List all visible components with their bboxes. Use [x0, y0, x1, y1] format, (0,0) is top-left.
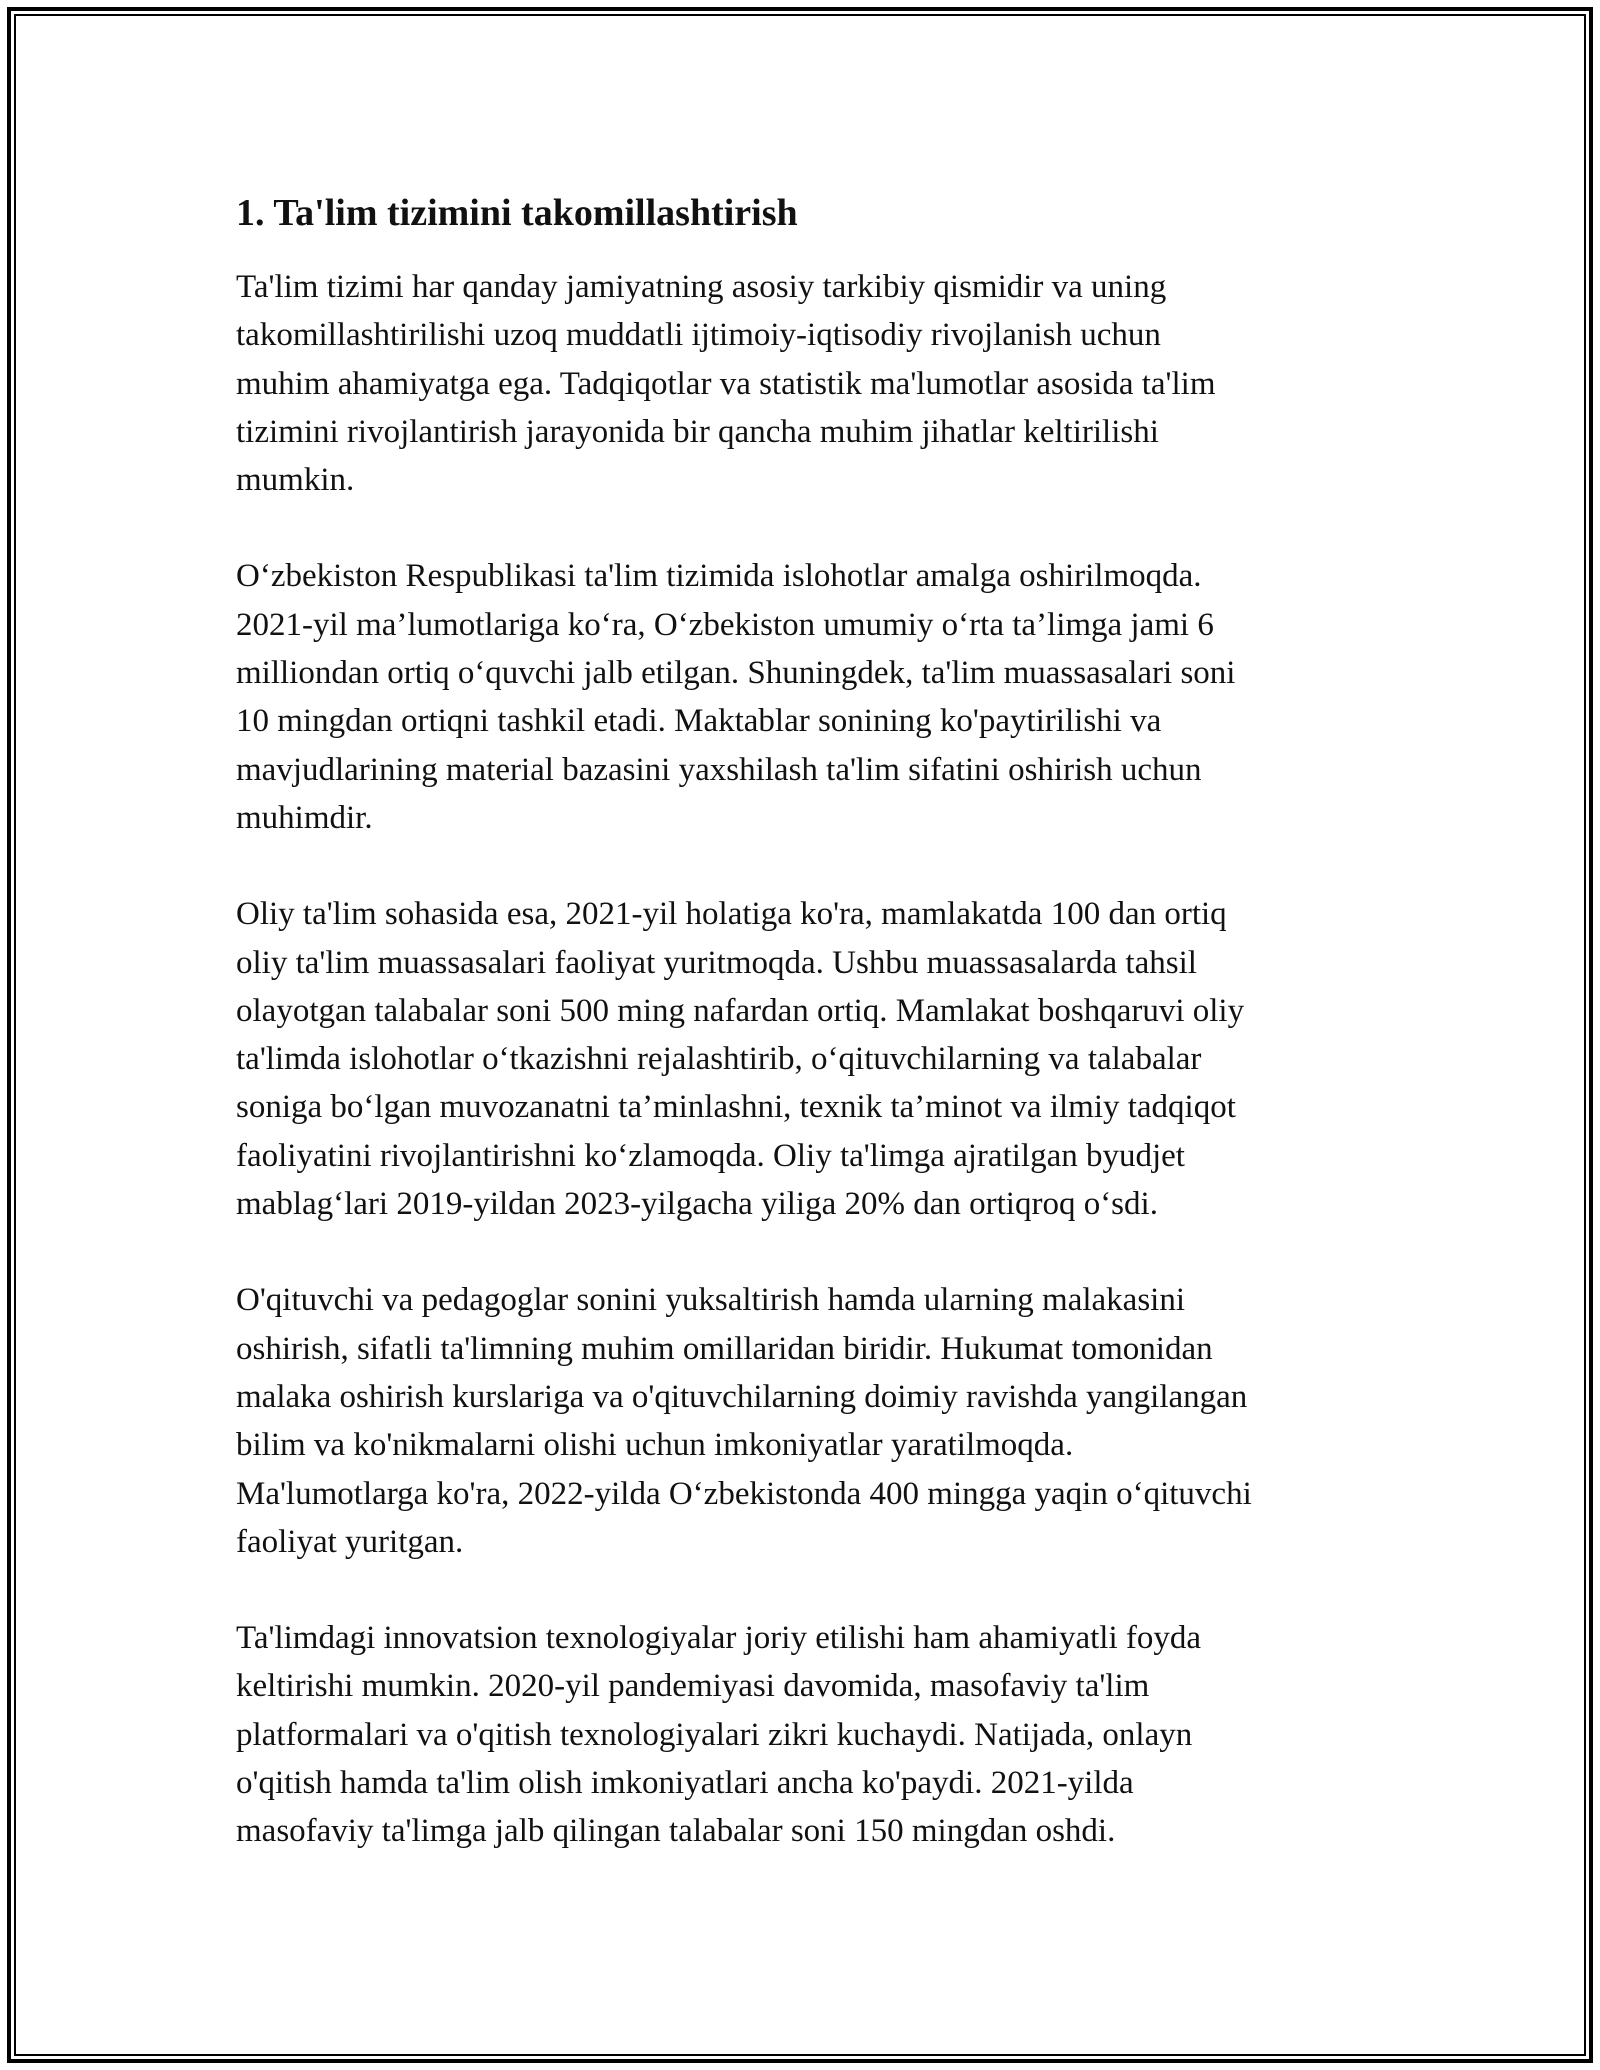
section-heading: 1. Ta'lim tizimini takomillashtirish	[236, 192, 798, 234]
paragraph	[236, 1276, 1376, 1566]
paragraph-line: O‘zbekiston Respublikasi ta'lim tizimida islohotlar amalga oshirilmoqda.	[236, 558, 1202, 595]
paragraph-line: 10 mingdan ortiqni tashkil etadi. Maktablar sonining ko'paytirilishi va	[236, 703, 1162, 740]
paragraph-line: milliondan ortiq o‘quvchi jalb etilgan. Shuningdek, ta'lim muassasalari soni	[236, 655, 1236, 692]
paragraph-line: Ma'lumotlarga ko'ra, 2022-yilda O‘zbekistonda 400 mingga yaqin o‘qituvchi	[236, 1475, 1252, 1512]
paragraph-list	[236, 263, 1376, 1856]
paragraph-line: muhim ahamiyatga ega. Tadqiqotlar va statistik ma'lumotlar asosida ta'lim	[236, 365, 1216, 402]
document-body	[236, 186, 1376, 1904]
paragraph-line: tizimini rivojlantirish jarayonida bir qancha muhim jihatlar keltirilishi	[236, 413, 1159, 450]
paragraph-line: muhimdir.	[236, 799, 373, 836]
paragraph-line: mavjudlarining material bazasini yaxshilash ta'lim sifatini oshirish uchun	[236, 751, 1202, 788]
paragraph-line: soniga bo‘lgan muvozanatni ta’minlashni, texnik ta’minot va ilmiy tadqiqot	[236, 1089, 1236, 1126]
paragraph-line: malaka oshirish kurslariga va o'qituvchilarning doimiy ravishda yangilangan	[236, 1378, 1248, 1415]
paragraph	[236, 263, 1376, 504]
paragraph-line: mablag‘lari 2019-yildan 2023-yilgacha yiliga 20% dan ortiqroq o‘sdi.	[236, 1186, 1158, 1223]
paragraph-line: faoliyatini rivojlantirishni ko‘zlamoqda. Oliy ta'limga ajratilgan byudjet	[236, 1137, 1185, 1174]
paragraph-line: oliy ta'lim muassasalari faoliyat yuritmoqda. Ushbu muassasalarda tahsil	[236, 944, 1197, 981]
paragraph-line: Ta'limdagi innovatsion texnologiyalar joriy etilishi ham ahamiyatli foyda	[236, 1620, 1202, 1657]
paragraph	[236, 890, 1376, 1228]
paragraph	[236, 1614, 1376, 1855]
paragraph-line: Ta'lim tizimi har qanday jamiyatning asosiy tarkibiy qismidir va uning	[236, 269, 1167, 305]
paragraph-line: O'qituvchi va pedagoglar sonini yuksaltirish hamda ularning malakasini	[236, 1282, 1185, 1319]
paragraph-line: faoliyat yuritgan.	[236, 1523, 464, 1560]
paragraph-line: olayotgan talabalar soni 500 ming nafardan ortiq. Mamlakat boshqaruvi oliy	[236, 992, 1245, 1029]
paragraph-line: Oliy ta'lim sohasida esa, 2021-yil holatiga ko'ra, mamlakatda 100 dan ortiq	[236, 896, 1227, 933]
paragraph-line: 2021-yil ma’lumotlariga ko‘ra, O‘zbekiston umumiy o‘rta ta’limga jami 6	[236, 606, 1214, 643]
paragraph-line: ta'limda islohotlar o‘tkazishni rejalashtirib, o‘qituvchilarning va talabalar	[236, 1041, 1202, 1078]
paragraph-line: platformalari va o'qitish texnologiyalari zikri kuchaydi. Natijada, onlayn	[236, 1716, 1193, 1753]
paragraph-line: mumkin.	[236, 462, 355, 499]
paragraph-line: bilim va ko'nikmalarni olishi uchun imkoniyatlar yaratilmoqda.	[236, 1427, 1074, 1464]
paragraph-line: o'qitish hamda ta'lim olish imkoniyatlari ancha ko'paydi. 2021-yilda	[236, 1765, 1134, 1802]
paragraph-line: takomillashtirilishi uzoq muddatli ijtimoiy-iqtisodiy rivojlanish uchun	[236, 317, 1161, 354]
paragraph-line: keltirishi mumkin. 2020-yil pandemiyasi davomida, masofaviy ta'lim	[236, 1668, 1150, 1705]
paragraph-line: masofaviy ta'limga jalb qilingan talabalar soni 150 mingdan oshdi.	[236, 1813, 1116, 1850]
paragraph-line: oshirish, sifatli ta'limning muhim omillaridan biridir. Hukumat tomonidan	[236, 1330, 1213, 1367]
paragraph	[236, 552, 1376, 842]
